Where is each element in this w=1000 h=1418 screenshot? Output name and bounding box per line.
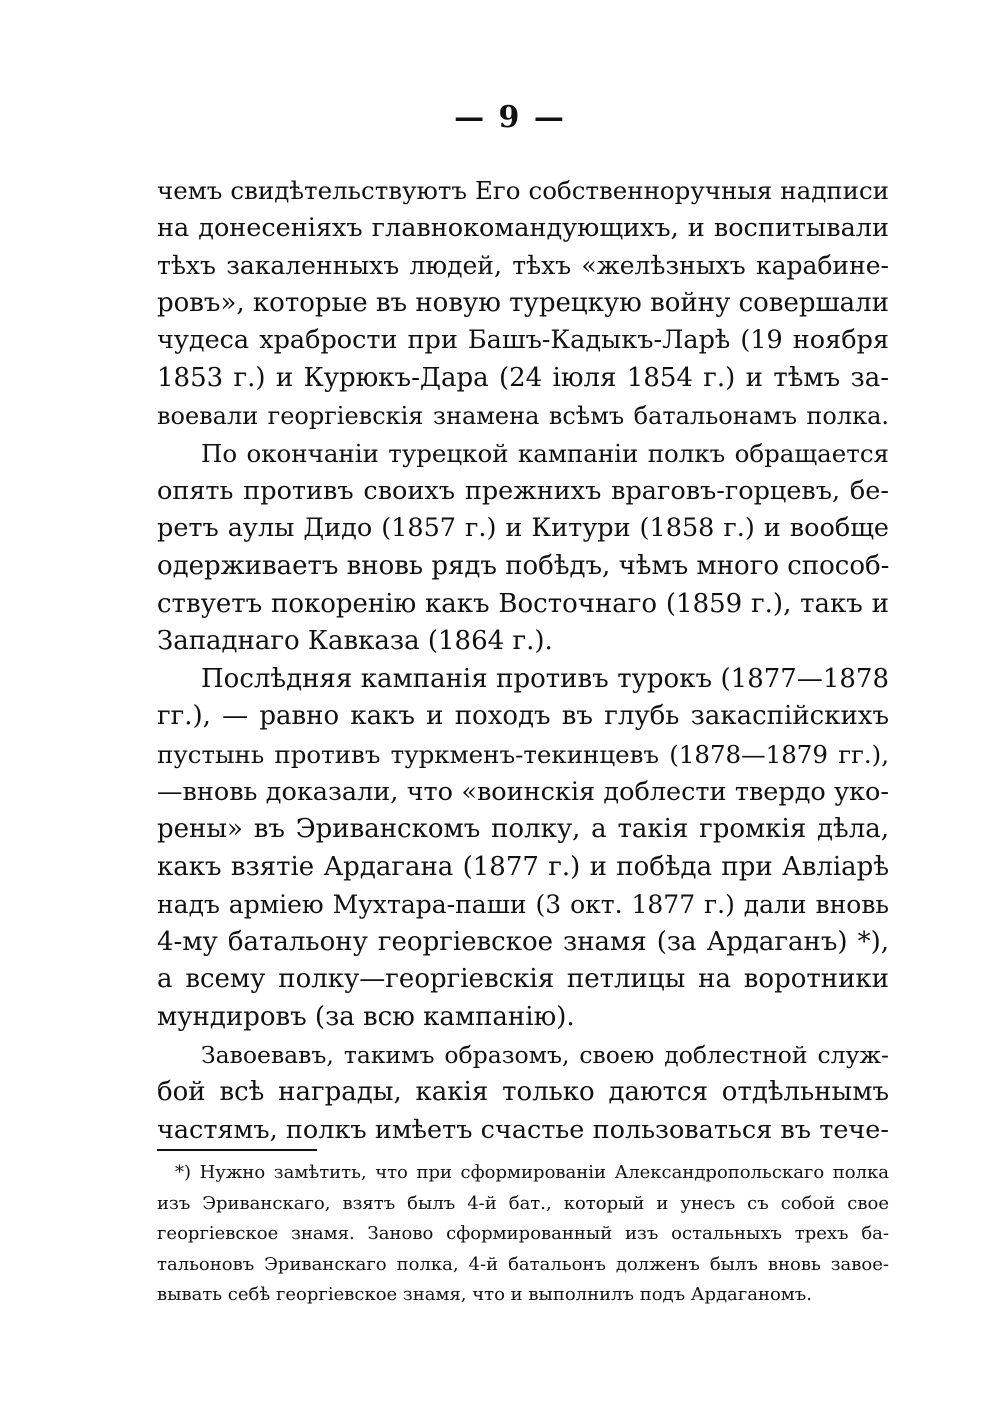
body-text [157,172,889,1149]
footnote-line: *) Нужно замѣтить, что при сформированіи Александропольскаго полка [175,1162,889,1183]
text-line: Западнаго Кавказа (1864 г.). [157,626,553,657]
text-line: По окончаніи турецкой кампаніи полкъ обращается [201,439,889,469]
text-line: —вновь доказали, что «воинскія доблести твердо уко- [157,776,889,807]
page-number: — 9 — [454,100,566,135]
text-line: мундировъ (за всю кампанію). [157,1002,575,1033]
text-line: бой всѣ награды, какія только даются отдѣльнымъ [157,1077,889,1108]
text-line: надъ арміею Мухтара-паши (3 окт. 1877 г.) дали вновь [157,890,889,920]
text-line: 4-му батальону георгіевское знамя (за Ардаганъ) *), [157,926,889,957]
footnote-line: тальоновъ Эриванскаго полка, 4-й батальонъ долженъ былъ вновь завое- [157,1253,889,1275]
text-line: тѣхъ закаленныхъ людей, тѣхъ «желѣзныхъ карабине- [157,251,889,281]
text-line: ровъ», которые въ новую турецкую войну совершали [157,287,889,318]
text-line: рены» въ Эриванскомъ полку, а такія громкія дѣла, [157,814,889,845]
text-line: на донесеніяхъ главнокомандующихъ, и воспитывали [157,212,889,243]
text-line: какъ взятіе Ардагана (1877 г.) и побѣда при Авліарѣ [157,851,889,882]
footnote-line: вывать себѣ георгіевское знамя, что и выполнилъ подъ Ардаганомъ. [157,1284,812,1305]
footnote-line: георгіевское знамя. Заново сформированный изъ остальныхъ трехъ ба- [157,1223,889,1244]
text-line: гг.), — равно какъ и походъ въ глубь закаспійскихъ [157,701,889,732]
text-line: ретъ аулы Дидо (1857 г.) и Китури (1858 г.) и вообще [157,513,889,544]
footnote [157,1158,889,1311]
text-line: 1853 г.) и Курюкъ-Дара (24 іюля 1854 г.) и тѣмъ за- [157,362,889,393]
text-line: Завоевавъ, такимъ образомъ, своею доблестной служ- [201,1040,889,1069]
text-line: воевали георгіевскія знамена всѣмъ батальонамъ полка. [157,401,889,430]
text-line: Послѣдняя кампанія противъ турокъ (1877—1878 [201,663,889,694]
text-line: ствуетъ покоренію какъ Восточнаго (1859 г.), такъ и [157,588,889,619]
text-line: чудеса храбрости при Башъ-Кадыкъ-Ларѣ (19 ноября [157,325,889,356]
text-line: а всему полку—георгіевскія петлицы на воротники [157,964,889,995]
text-line: чемъ свидѣтельствуютъ Его собственноручныя надписи [157,176,889,205]
text-line: частямъ, полкъ имѣетъ счастье пользоваться въ тече- [157,1114,889,1145]
text-line: опять противъ своихъ прежнихъ враговъ-горцевъ, бе- [157,475,889,506]
footnote-separator [157,1149,317,1151]
footnote-line: изъ Эриванскаго, взятъ былъ 4-й бат., который и унесъ съ собой свое [157,1192,889,1214]
text-line: одерживаетъ вновь рядъ побѣдъ, чѣмъ много способ- [157,550,890,581]
text-line: пустынь противъ туркменъ-текинцевъ (1878—1879 гг.), [157,739,889,769]
